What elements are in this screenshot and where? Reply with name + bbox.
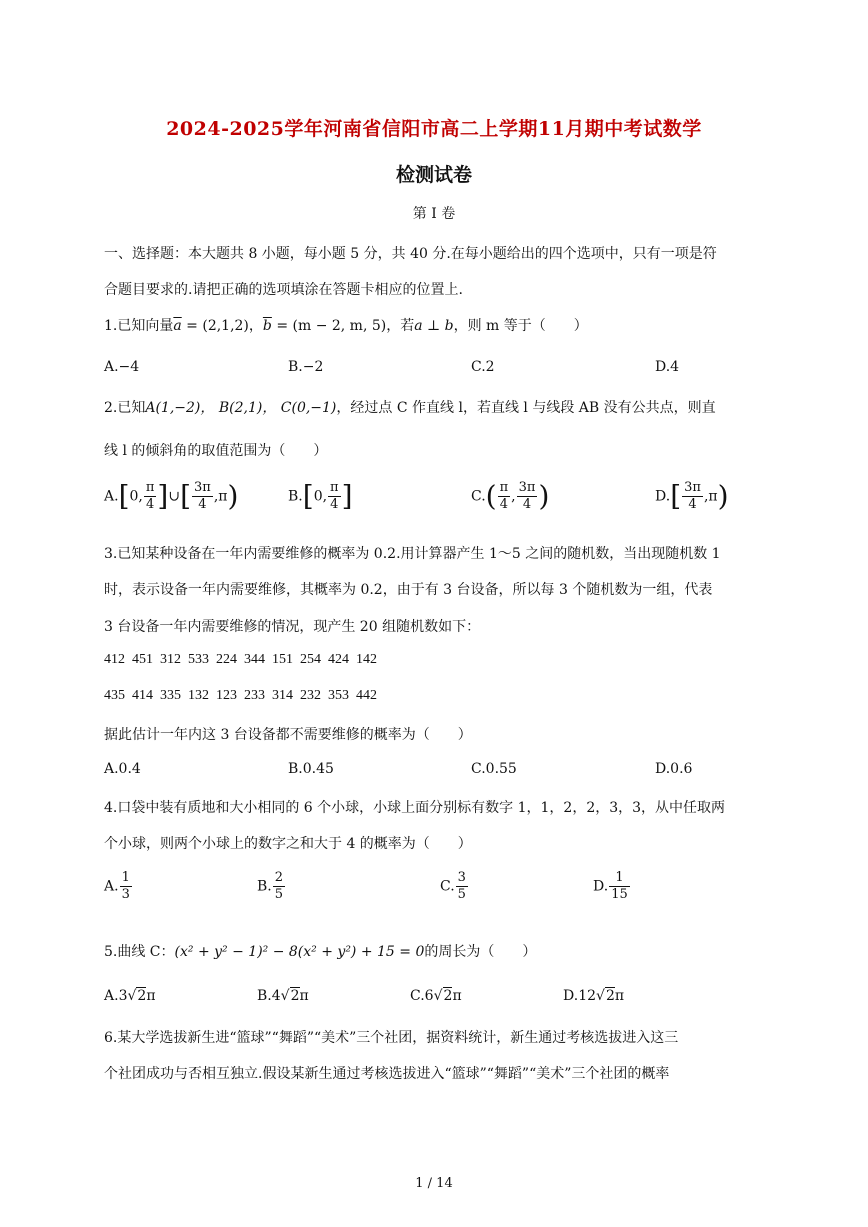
q2-option-a: A.[0, $\frac{\pi}{4}$ ]∪[ $\frac{3\pi}{4}$ ,π) [104, 479, 239, 513]
frac-numerator: 1 [121, 870, 130, 885]
q5-option-a-radicand: 2 [137, 988, 147, 1004]
q5-option-c-coef: 6 [424, 988, 434, 1004]
q5-option-a-coef: 3 [118, 988, 128, 1004]
q2-option-a-union: ∪ [168, 488, 181, 505]
q2-option-d-post: ,π [703, 488, 718, 505]
q4-option-c-label: C. [440, 878, 455, 895]
random-numbers-row-1: 412 451 312 533 224 344 151 254 424 142 [104, 652, 377, 667]
q2-option-a-label: A. [104, 488, 119, 505]
q4-options [104, 870, 784, 912]
question-6-cont: 个社团成功与否相互独立.假设某新生通过考核选拔进入“篮球”“舞蹈”“美术”三个社团的概率 [104, 1066, 670, 1082]
q4-option-a [104, 870, 133, 903]
q5-suffix: 的周长为（ ） [424, 944, 537, 960]
question-5 [104, 941, 536, 961]
q2-option-d-label: D. [655, 488, 671, 505]
q2-option-d: D.[ $\frac{3\pi}{4}$ ,π) [655, 479, 729, 513]
section-intro-cont: 合题目要求的.请把正确的选项填涂在答题卡相应的位置上. [104, 282, 463, 298]
frac-numerator: π [499, 480, 509, 495]
q2-option-b-label: B. [288, 488, 303, 505]
frac-denominator: 4 [522, 497, 532, 512]
q1-vector-a: $\overline{a}$ [173, 318, 182, 334]
random-numbers-row-2: 435 414 335 132 123 233 314 232 353 442 [104, 688, 377, 703]
q2-option-a-post: ,π [213, 488, 228, 505]
frac-denominator: 3 [121, 887, 130, 902]
q3-option-d: D.0.6 [655, 761, 693, 777]
frac-denominator: 4 [198, 497, 207, 512]
q1-vector-b-value: = (m − 2, m, 5) [276, 318, 387, 334]
q2-option-b: B.[0, $\frac{\pi}{4}$ ] [288, 479, 353, 513]
question-3-cont1: 时，表示设备一年内需要维修，其概率为 0.2，由于有 3 台设备，所以每 3 个随机数为一组，代表 [104, 582, 713, 598]
question-4-cont: 个小球，则两个小球上的数字之和大于 4 的概率为（ ） [104, 836, 472, 852]
q4-option-b-label: B. [257, 878, 272, 895]
q2-text: ，经过点 C 作直线 l，若直线 l 与线段 AB 没有公共点，则直 [336, 400, 716, 416]
q5-option-a-label: A. [104, 988, 119, 1004]
q5-option-b-radicand: 2 [290, 988, 300, 1004]
frac-numerator: 3 [457, 870, 466, 885]
frac-denominator: 4 [145, 497, 155, 512]
q5-option-b-coef: 4 [271, 988, 281, 1004]
q4-option-d-label: D. [593, 878, 609, 895]
frac-denominator: 4 [330, 497, 339, 512]
question-3-cont2: 3 台设备一年内需要维修的情况，现产生 20 组随机数如下： [104, 619, 481, 635]
frac-denominator: 5 [457, 887, 466, 902]
document-title-line2: 检测试卷 [395, 164, 472, 186]
q1-option-b: B.−2 [288, 359, 324, 375]
question-3: 3.已知某种设备在一年内需要维修的概率为 0.2.用计算器产生 1～5 之间的随机数，当出现随机数 1 [104, 546, 721, 562]
q2-option-a-pre: 0, [129, 488, 143, 505]
page-number: 1 / 14 [415, 1176, 453, 1191]
question-2-cont: 线 l 的倾斜角的取值范围为（ ） [104, 443, 328, 459]
q1-prefix: 1.已知向量 [104, 318, 174, 334]
frac-numerator: 3π [518, 480, 536, 495]
q5-option-b: B.4√2π [257, 988, 309, 1004]
volume-label: 第 I 卷 [412, 206, 456, 222]
q1-cond: ，若 [386, 318, 415, 334]
q5-option-d-label: D. [563, 988, 579, 1004]
q1-perp: a ⊥ b [414, 318, 454, 334]
frac-numerator: 1 [609, 870, 630, 887]
q3-option-a: A.0.4 [104, 761, 141, 777]
frac-numerator: 3π [684, 480, 701, 495]
q1-vector-a-value: = (2,1,2) [186, 318, 249, 334]
q5-option-d: D.12√2π [563, 988, 625, 1004]
frac-numerator: π [145, 480, 155, 495]
q5-option-a: A.3√2π [104, 988, 156, 1004]
q3-option-b: B.0.45 [288, 761, 334, 777]
section-intro: 一、选择题：本大题共 8 小题，每小题 5 分，共 40 分.在每小题给出的四个选项中，只有一项是符 [104, 246, 717, 262]
q2-option-b-pre: 0, [313, 488, 328, 505]
q1-option-c: C.2 [471, 359, 495, 375]
frac-denominator: 4 [688, 497, 697, 512]
q4-option-c [440, 870, 469, 903]
q5-equation: (x² + y² − 1)² − 8(x² + y²) + 15 = 0 [174, 944, 425, 960]
question-6: 6.某大学选拔新生进“篮球”“舞蹈”“美术”三个社团，据资料统计，新生通过考核选拔进入这三 [104, 1030, 679, 1046]
q1-vector-b: $\overline{b}$ [262, 318, 272, 334]
q3-option-c: C.0.55 [471, 761, 517, 777]
q5-option-d-radicand: 2 [605, 988, 615, 1004]
frac-denominator: 4 [499, 497, 509, 512]
q4-option-a-label: A. [104, 878, 119, 895]
frac-numerator: 2 [274, 870, 284, 885]
q2-options [104, 480, 784, 524]
q1-option-a: A.−4 [104, 359, 140, 375]
question-1: 1.已知向量$\overline{a} = (2,1,2)$，$\overline{b} = (m - 2$, m, 5)，若a ⊥ b，则 m 等于（ ） [104, 318, 588, 334]
q5-option-c-pi: π [452, 988, 462, 1004]
q5-option-b-label: B. [257, 988, 272, 1004]
q1-suffix: ，则 m 等于（ ） [453, 318, 588, 334]
frac-denominator: 5 [274, 887, 284, 902]
q5-option-c-label: C. [410, 988, 425, 1004]
q5-option-c: C.6√2π [410, 988, 462, 1004]
q5-option-c-radicand: 2 [443, 988, 453, 1004]
q4-option-b [257, 870, 286, 903]
q4-option-d [593, 870, 631, 903]
q5-option-d-pi: π [614, 988, 625, 1004]
question-4: 4.口袋中装有质地和大小相同的 6 个小球，小球上面分别标有数字 1，1，2，2，3，3，从中任取两 [104, 800, 726, 816]
frac-numerator: π [330, 480, 339, 495]
q1-option-d: D.4 [655, 359, 680, 375]
question-3-cont3: 据此估计一年内这 3 台设备都不需要维修的概率为（ ） [104, 727, 472, 743]
q2-points: A(1,−2)， B(2,1)， C(0,−1) [145, 400, 337, 416]
q2-prefix: 2.已知 [104, 400, 146, 416]
q5-option-a-pi: π [146, 988, 156, 1004]
question-2 [104, 397, 716, 417]
frac-denominator: 15 [611, 887, 628, 902]
q5-prefix: 5.曲线 C： [104, 944, 175, 960]
q2-option-c-label: C. [471, 488, 486, 505]
document-title: 2024-2025学年河南省信阳市高二上学期11月期中考试数学 [166, 118, 702, 140]
q5-option-d-coef: 12 [578, 988, 597, 1004]
q5-option-b-pi: π [299, 988, 309, 1004]
frac-numerator: 3π [194, 480, 211, 495]
q2-option-c: C.( $\frac{\pi}{4}$ , $\frac{3\pi}{4}$ ) [471, 479, 550, 513]
